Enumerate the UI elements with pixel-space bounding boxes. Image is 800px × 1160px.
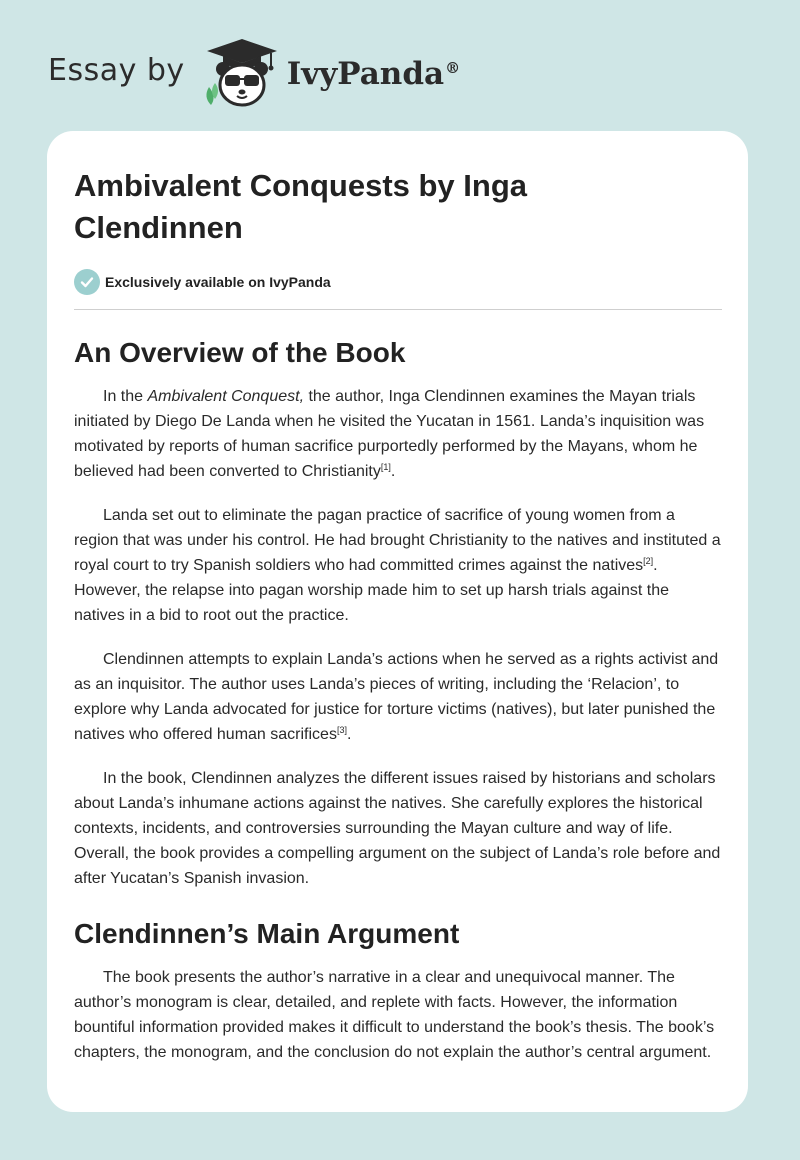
footnote-ref[interactable]: [1] <box>380 462 391 472</box>
paragraph: Clendinnen attempts to explain Landa’s actions when he served as a rights activist and as an inquisitor. The author uses Landa’s pieces of writing, including the ‘Relacion’, to explore why Landa advocated for justice for torture victims (natives), but later punished the natives who offered human sacrifices[3]. <box>74 651 719 743</box>
paragraph: Landa set out to eliminate the pagan practice of sacrifice of young women from a region that was under his control. He had brought Christianity to the natives and instituted a royal court to try Spanish soldiers who had committed crimes against the natives[2]. However, the relapse into pagan worship made him to set up harsh trials against the natives in a bid to root out the practice. <box>74 507 721 624</box>
brand-prefix: Essay by <box>48 52 185 88</box>
exclusive-badge <box>74 269 722 295</box>
book-title-italic: Ambivalent Conquest, <box>147 388 305 405</box>
section-heading-main-argument: Clendinnen’s Main Argument <box>74 918 460 949</box>
essay-title: Ambivalent Conquests by Inga Clendinnen <box>74 168 528 245</box>
paragraph: In the Ambivalent Conquest, the author, Inga Clendinnen examines the Mayan trials initiated by Diego De Landa when he visited the Yucatan in 1561. Landa’s inquisition was motivated by reports of human sacrifice purportedly performed by the Mayans, whom he believed had been converted to Christianity[1]. <box>74 388 705 480</box>
footnote-ref[interactable]: [2] <box>643 556 654 566</box>
paragraph: The book presents the author’s narrative in a clear and unequivocal manner. The author’s monogram is clear, detailed, and replete with facts. However, the information bountiful information provided makes it difficult to understand the book’s thesis. The book’s chapters, the monogram, and the conclusion do not explain the author’s central argument. <box>74 969 715 1061</box>
paragraph: In the book, Clendinnen analyzes the different issues raised by historians and scholars about Landa’s inhumane actions against the natives. She carefully explores the historical contexts, incidents, and controversies surrounding the Mayan culture and way of life. Overall, the book provides a compelling argument on the subject of Landa’s role before and after Yucatan’s Spanish invasion. <box>74 770 721 887</box>
footnote-ref[interactable]: [3] <box>336 725 347 735</box>
essay-card <box>47 131 748 1112</box>
brand-name: IvyPanda® <box>286 56 461 92</box>
divider <box>74 309 722 310</box>
section-heading-overview: An Overview of the Book <box>74 337 406 368</box>
site-brand[interactable] <box>48 38 460 108</box>
checkmark-icon <box>74 269 100 295</box>
badge-text: Exclusively available on IvyPanda <box>105 274 331 290</box>
panda-logo-icon <box>199 37 285 109</box>
